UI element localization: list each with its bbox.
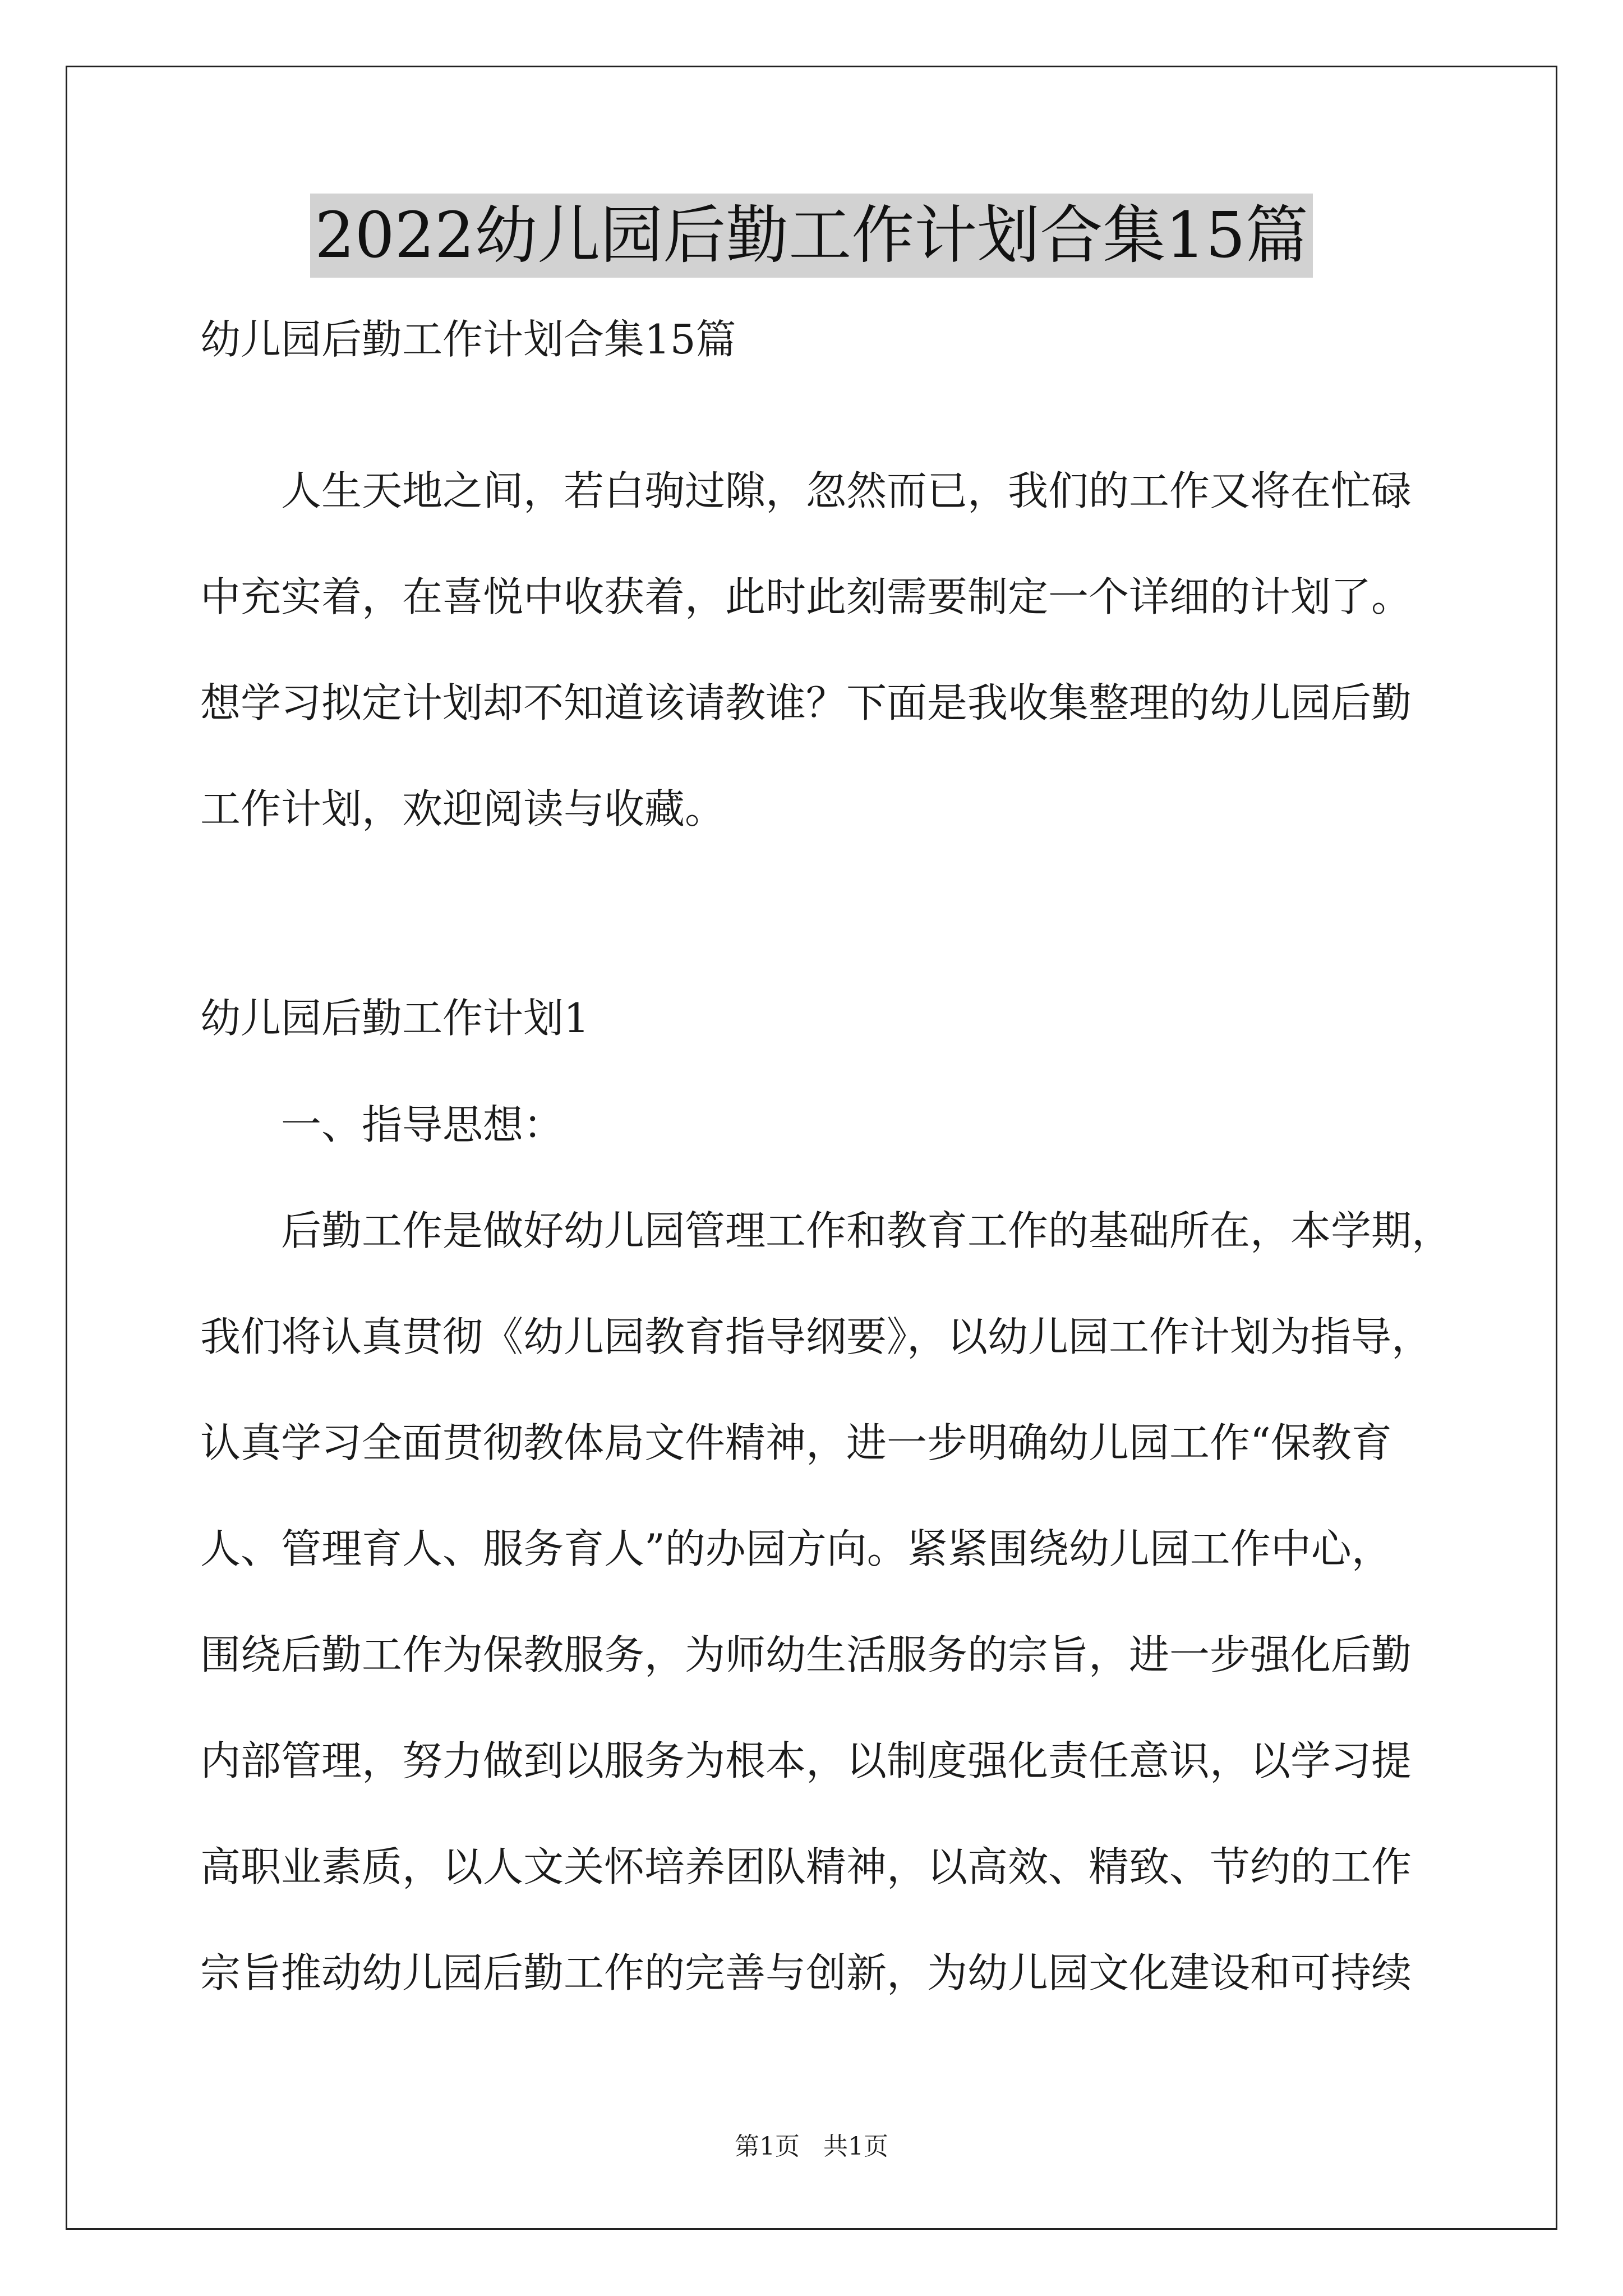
title-container <box>0 194 1623 278</box>
intro-line: 工作计划，欢迎阅读与收藏。 <box>200 785 726 832</box>
body-line: 后勤工作是做好幼儿园管理工作和教育工作的基础所在，本学期， <box>281 1207 1453 1254</box>
body-line: 高职业素质，以人文关怀培养团队精神，以高效、精致、节约的工作 <box>200 1843 1412 1890</box>
body-line: 认真学习全面贯彻教体局文件精神，进一步明确幼儿园工作“保教育 <box>200 1419 1392 1466</box>
document-title: 2022幼儿园后勤工作计划合集15篇 <box>310 194 1313 278</box>
document-subtitle: 幼儿园后勤工作计划合集15篇 <box>200 316 736 363</box>
page-total: 共1页 <box>823 2132 888 2161</box>
section-heading: 幼儿园后勤工作计划1 <box>200 995 589 1042</box>
page-number: 第1页 <box>735 2132 800 2161</box>
body-line: 我们将认真贯彻《幼儿园教育指导纲要》，以幼儿园工作计划为指导， <box>200 1313 1432 1360</box>
body-line: 人、管理育人、服务育人”的办园方向。紧紧围绕幼儿园工作中心， <box>200 1525 1392 1572</box>
intro-line: 想学习拟定计划却不知道该请教谁？下面是我收集整理的幼儿园后勤 <box>200 679 1412 726</box>
body-line: 内部管理，努力做到以服务为根本，以制度强化责任意识，以学习提 <box>200 1737 1412 1784</box>
body-line: 围绕后勤工作为保教服务，为师幼生活服务的宗旨，进一步强化后勤 <box>200 1631 1412 1678</box>
intro-line: 中充实着，在喜悦中收获着，此时此刻需要制定一个详细的计划了。 <box>200 573 1412 620</box>
body-line: 宗旨推动幼儿园后勤工作的完善与创新，为幼儿园文化建设和可持续 <box>200 1949 1412 1996</box>
intro-line: 人生天地之间，若白驹过隙，忽然而已，我们的工作又将在忙碌 <box>281 467 1412 514</box>
page-footer <box>0 2130 1623 2164</box>
point-heading: 一、指导思想： <box>281 1101 564 1148</box>
